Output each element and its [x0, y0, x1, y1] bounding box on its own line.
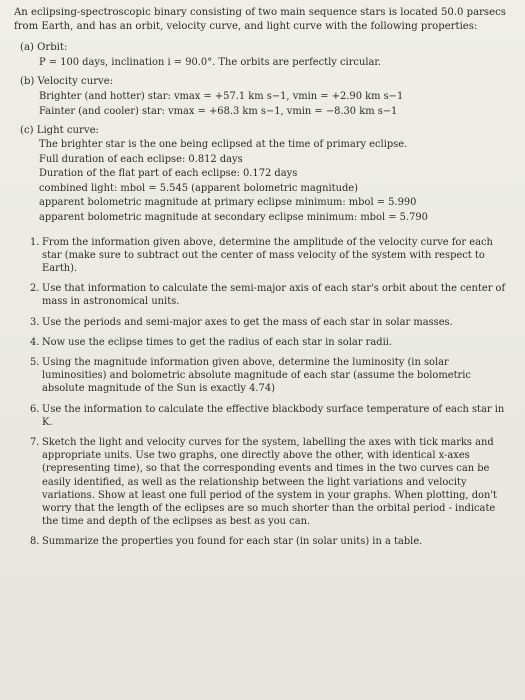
question-item	[14, 282, 507, 308]
section-label-orbit: (a) Orbit:	[20, 42, 68, 53]
section-light-curve	[20, 124, 507, 226]
velocity-brighter-star: Brighter (and hotter) star: vmax = +57.1 km s−1, vmin = +2.90 km s−1	[39, 91, 404, 102]
question-text: Sketch the light and velocity curves for the system, labelling the axes with tick marks and appropriate units. Use two graphs, one directly above the other, with identical x-axes (representing time), so that the corresponding events and times in the two curves can be easily identified, as well as the relationship between the light variations and velocity variations. Show at least one full period of the system in your graphs. When plotting, don't worry that the length of the eclipses are so much shorter than the orbital period - indicate the time and depth of the eclipses as best as you can.	[42, 437, 498, 528]
question-number: 1.	[30, 236, 40, 248]
section-velocity-curve	[20, 75, 507, 119]
question-item	[14, 403, 507, 429]
question-item	[14, 535, 507, 548]
question-text: Use the periods and semi-major axes to get the mass of each star in solar masses.	[42, 316, 453, 328]
light-curve-line: apparent bolometric magnitude at primary eclipse minimum: mbol = 5.990	[39, 197, 417, 209]
question-item	[14, 436, 507, 528]
question-number: 4.	[30, 336, 40, 348]
question-text: Now use the eclipse times to get the radius of each star in solar radii.	[42, 336, 393, 348]
section-label-velocity: (b) Velocity curve:	[20, 76, 114, 87]
question-list	[14, 236, 507, 549]
question-item	[14, 356, 507, 396]
question-number: 2.	[30, 283, 40, 295]
orbit-line: P = 100 days, inclination i = 90.0°. The orbits are perfectly circular.	[39, 57, 382, 68]
light-curve-line: combined light: mbol = 5.545 (apparent bolometric magnitude)	[39, 182, 358, 194]
question-number: 8.	[30, 536, 40, 548]
light-curve-line: apparent bolometric magnitude at secondary eclipse minimum: mbol = 5.790	[39, 211, 428, 223]
question-number: 7.	[30, 437, 40, 448]
question-item	[14, 316, 507, 329]
question-number: 5.	[30, 356, 40, 368]
light-curve-line: Duration of the flat part of each eclipse: 0.172 days	[39, 168, 298, 180]
question-text: Summarize the properties you found for each star (in solar units) in a table.	[42, 536, 423, 548]
question-text: Using the magnitude information given above, determine the luminosity (in solar luminosities) and bolometric absolute magnitude of each star (assume the bolometric absolute magnitude of the Sun is exactly 4.74)	[42, 356, 471, 395]
question-text: Use that information to calculate the semi-major axis of each star's orbit about the center of mass in astronomical units.	[42, 283, 506, 308]
question-number: 6.	[30, 403, 40, 415]
question-text: From the information given above, determine the amplitude of the velocity curve for each star (make sure to subtract out the center of mass velocity of the system with respect to Earth).	[42, 236, 493, 274]
velocity-fainter-star: Fainter (and cooler) star: vmax = +68.3 km s−1, vmin = −8.30 km s−1	[39, 106, 398, 117]
light-curve-line: The brighter star is the one being eclipsed at the time of primary eclipse.	[39, 139, 408, 150]
question-text: Use the information to calculate the effective blackbody surface temperature of each star in K.	[42, 403, 505, 428]
light-curve-line: Full duration of each eclipse: 0.812 days	[39, 153, 243, 165]
question-item	[14, 336, 507, 349]
question-item	[14, 236, 507, 276]
section-orbit	[20, 41, 507, 70]
problem-intro: An eclipsing-spectroscopic binary consisting of two main sequence stars is located 50.0 parsecs from Earth, and has an orbit, velocity curve, and light curve with the following properties:	[14, 7, 506, 32]
section-label-light: (c) Light curve:	[20, 125, 99, 136]
question-number: 3.	[30, 316, 40, 328]
